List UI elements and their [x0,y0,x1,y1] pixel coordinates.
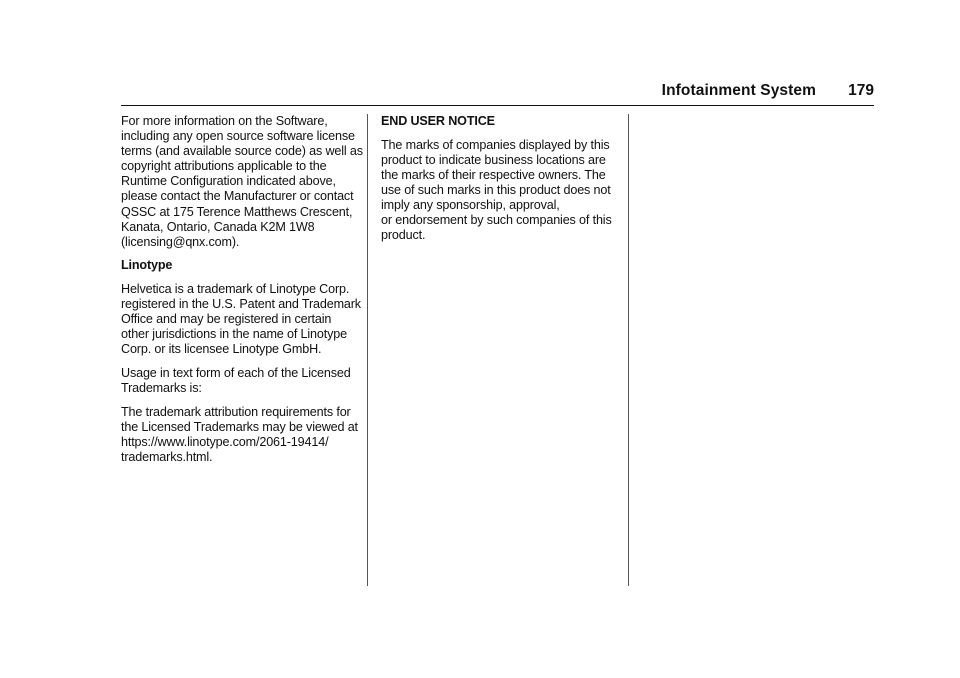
header-rule [121,105,874,106]
text-line: terms (and available source code) as well as [121,144,363,159]
text-line: Helvetica is a trademark of Linotype Corp. [121,281,350,296]
attribution-paragraph [121,405,357,465]
text-line: the Licensed Trademarks may be viewed at [121,419,358,434]
end-user-notice-heading: END USER NOTICE [381,114,495,128]
text-line: Runtime Configuration indicated above, [121,174,336,189]
text-line: Usage in text form of each of the Licensed [121,365,351,380]
text-line: Corp. or its licensee Linotype GmbH. [121,342,322,357]
middle-column [381,114,617,252]
text-line: Kanata, Ontario, Canada K2M 1W8 [121,219,315,234]
text-line: imply any sponsorship, approval, [381,197,560,212]
qnx-contact-paragraph [121,114,363,250]
text-line: copyright attributions applicable to the [121,159,327,174]
text-line: The marks of companies displayed by this [381,137,610,152]
page-number: 179 [848,82,874,99]
linotype-heading: Linotype [121,258,173,273]
column-divider [367,114,368,586]
marks-paragraph [381,138,617,244]
text-line: please contact the Manufacturer or contact [121,189,354,204]
page-header [121,80,874,108]
text-line: QSSC at 175 Terence Matthews Crescent, [121,204,353,219]
text-line: use of such marks in this product does not [381,182,611,197]
text-line: product to indicate business locations are [381,152,606,167]
text-line: the marks of their respective owners. The [381,167,606,182]
text-line: Trademarks is: [121,381,202,395]
text-line: For more information on the Software, [121,114,328,128]
text-line: (licensing@qnx.com). [121,234,240,249]
text-line: https://www.linotype.com/2061-19414/ [121,434,329,449]
text-line: including any open source software license [121,129,355,144]
column-divider [628,114,629,586]
text-line: Office and may be registered in certain [121,312,332,327]
helvetica-trademark-paragraph [121,281,361,357]
text-line: The trademark attribution requirements for [121,404,351,419]
text-line: product. [381,228,426,243]
left-column [121,114,363,473]
text-line: registered in the U.S. Patent and Trademark [121,297,361,312]
text-line: trademarks.html. [121,449,213,464]
usage-paragraph [121,366,357,396]
text-line: or endorsement by such companies of this [381,213,612,228]
text-line: other jurisdictions in the name of Linotype [121,327,347,342]
section-title: Infotainment System [661,82,816,99]
